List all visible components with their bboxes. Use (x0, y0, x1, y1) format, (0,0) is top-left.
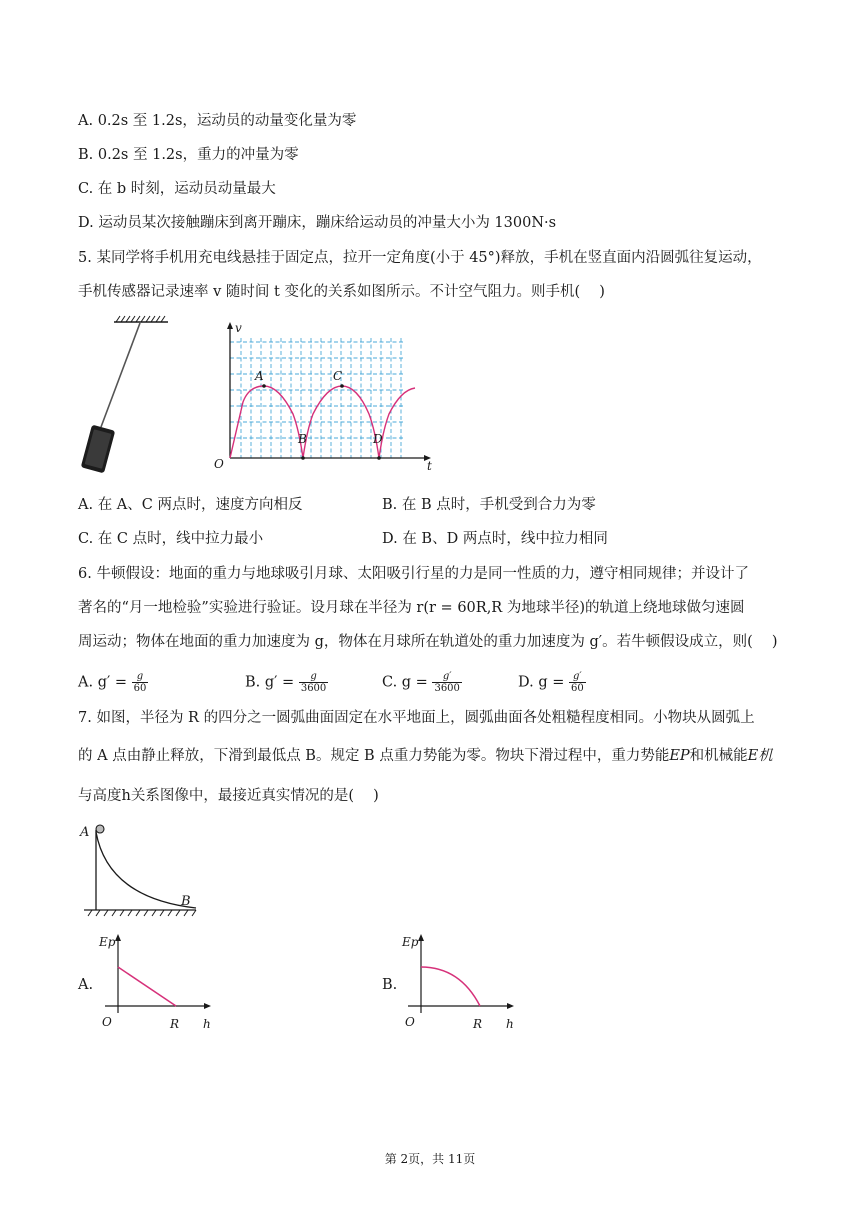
axis-label-o: O (102, 1015, 112, 1029)
axis-label-h: h (506, 1017, 514, 1031)
arc-label-a: A (80, 825, 90, 840)
ep-line (118, 967, 176, 1006)
q7-option-b-graph (398, 930, 523, 1035)
q6-option-c: C. g = $\frac{g'}{3600}$ (382, 671, 460, 694)
q5-option-a: A. 在 A、C 两点时，速度方向相反 (78, 497, 303, 513)
origin-label: O (214, 457, 224, 471)
q5-stem-line2: 手机传感器记录速率 v 随时间 t 变化的关系如图所示。不计空气阻力。则手机( ) (78, 284, 605, 300)
point-label-a: A (255, 369, 264, 383)
ep-curve (421, 967, 480, 1006)
point-label-d: D (373, 432, 383, 446)
axis-label-r: R (170, 1017, 180, 1031)
q5-option-b: B. 在 B 点时，手机受到合力为零 (382, 497, 596, 513)
q7-stem-line2: 的 A 点由静止释放，下滑到最低点 B。规定 B 点重力势能为零。物块下滑过程中，重力势能EP和机械能E机 (78, 748, 773, 764)
axis-label-o: O (405, 1015, 415, 1029)
q7-stem-line3: 与高度h关系图像中，最接近真实情况的是( ) (78, 788, 379, 804)
q4-option-a: A. 0.2s 至 1.2s，运动员的动量变化量为零 (78, 113, 357, 129)
point-label-c: C (333, 369, 343, 383)
q6-stem-line3: 周运动；物体在地面的重力加速度为 g，物体在月球所在轨道处的重力加速度为 g′。若牛顿假设成立，则( ) (78, 634, 778, 650)
q6-option-b: B. g′ = $\frac{g}{3600}$ (245, 671, 327, 694)
axis-label-t: t (427, 459, 432, 473)
axis-label-ep: Ep (99, 935, 116, 949)
q7-option-a-label: A. (78, 977, 94, 993)
axis-label-r: R (473, 1017, 483, 1031)
q5-option-c: C. 在 C 点时，线中拉力最小 (78, 531, 264, 547)
q5-pendulum-figure (76, 315, 172, 480)
page-footer: 第 2页，共 11页 (384, 1152, 476, 1166)
q6-option-d: D. g = $\frac{g'}{60}$ (518, 671, 584, 694)
q5-vt-graph (205, 318, 445, 473)
q5-stem-line1: 5. 某同学将手机用充电线悬挂于固定点，拉开一定角度(小于 45°)释放，手机在竖直面内沿圆弧往复运动， (78, 250, 762, 266)
q4-option-b: B. 0.2s 至 1.2s，重力的冲量为零 (78, 147, 299, 163)
axis-label-ep: Ep (402, 935, 419, 949)
q7-stem-line1: 7. 如图，半径为 R 的四分之一圆弧曲面固定在水平地面上，圆弧曲面各处粗糙程度相同。小物块从圆弧上 (78, 710, 755, 726)
q4-option-d: D. 运动员某次接触蹦床到离开蹦床，蹦床给运动员的冲量大小为 1300N·s (78, 215, 557, 231)
q5-option-d: D. 在 B、D 两点时，线中拉力相同 (382, 531, 608, 547)
q7-option-b-label: B. (382, 977, 398, 993)
axis-label-v: v (235, 321, 242, 335)
q6-stem-line2: 著名的“月一地检验”实验进行验证。设月球在半径为 r(r = 60R,R 为地球半径)的轨道上绕地球做匀速圆 (78, 600, 745, 616)
block-icon (96, 825, 104, 833)
q7-arc-figure (78, 818, 203, 918)
arc-label-b: B (181, 894, 191, 909)
q6-option-a: A. g′ = $\frac{g}{60}$ (78, 671, 147, 694)
axis-label-h: h (203, 1017, 211, 1031)
q6-stem-line1: 6. 牛顿假设：地面的重力与地球吸引月球、太阳吸引行星的力是同一性质的力，遵守相同规律；并设计了 (78, 566, 749, 582)
point-label-b: B (298, 432, 307, 446)
q4-option-c: C. 在 b 时刻，运动员动量最大 (78, 181, 276, 197)
q7-option-a-graph (95, 930, 220, 1035)
phone-icon (81, 425, 116, 474)
